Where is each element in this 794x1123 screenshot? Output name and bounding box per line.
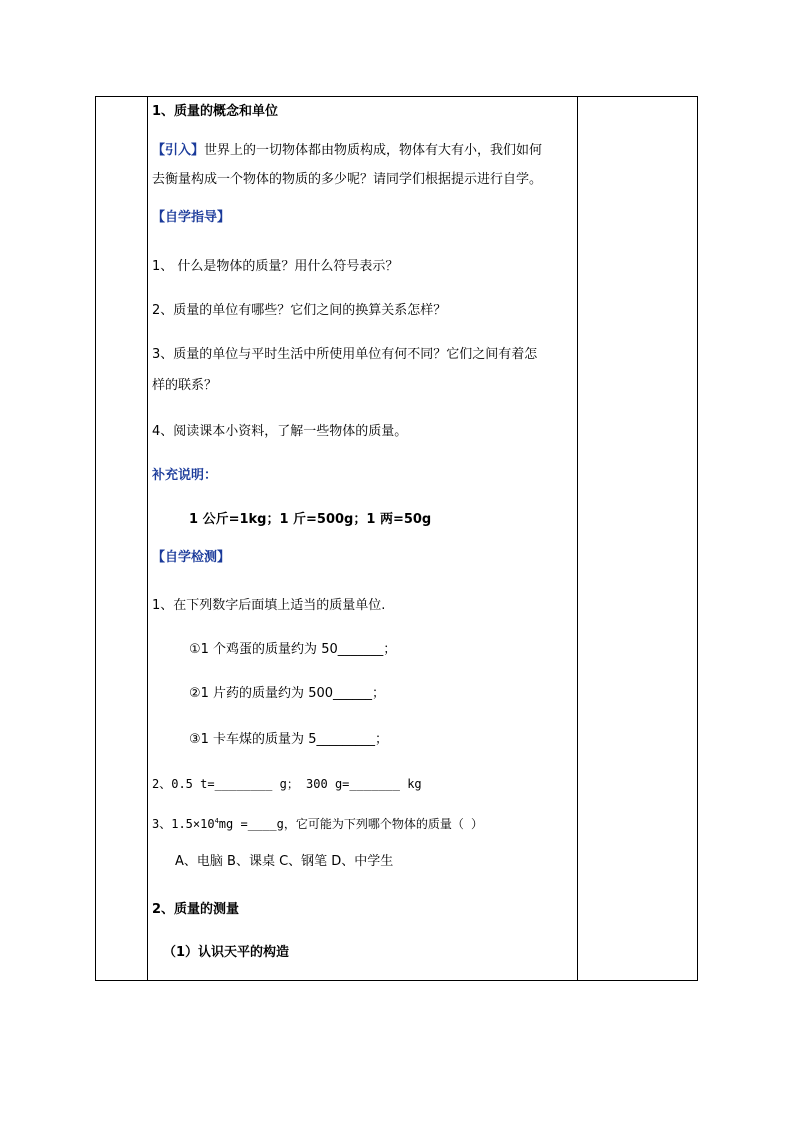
column-divider-left [147, 97, 148, 980]
section1-heading: 1、质量的概念和单位 [152, 104, 279, 119]
question-3-line1: 3、质量的单位与平时生活中所使用单位有何不同？它们之间有着怎 [152, 347, 538, 362]
check-1a: ①1 个鸡蛋的质量约为 50_______； [189, 642, 397, 657]
intro-text-1: 世界上的一切物体都由物质构成，物体有大有小，我们如何 [204, 143, 543, 158]
question-1: 1、 什么是物体的质量？用什么符号表示？ [152, 259, 399, 274]
section2-sub1: （1）认识天平的构造 [163, 945, 290, 960]
intro-line1 [152, 143, 542, 159]
intro-line2: 去衡量构成一个物体的物质的多少呢？请同学们根据提示进行自学。 [152, 172, 543, 187]
check-3-exponent: 4 [214, 817, 219, 825]
check-1: 1、在下列数字后面填上适当的质量单位. [152, 598, 386, 613]
guide-title: 【自学指导】 [152, 210, 231, 225]
check-2: 2、0.5 t=________ g； 300 g=_______ kg [152, 777, 422, 791]
supplement-text: 1 公斤=1kg；1 斤=500g；1 两=50g [189, 512, 432, 527]
question-2: 2、质量的单位有哪些？它们之间的换算关系怎样？ [152, 303, 447, 318]
check-1c: ③1 卡车煤的质量为 5_________； [189, 732, 388, 747]
check-3 [152, 813, 483, 832]
question-4: 4、阅读课本小资料，了解一些物体的质量。 [152, 424, 408, 439]
check-title: 【自学检测】 [152, 550, 231, 565]
check-1b: ②1 片药的质量约为 500______； [189, 686, 386, 701]
section2-heading: 2、质量的测量 [152, 902, 240, 917]
check-3-options: A、电脑 B、课桌 C、钢笔 D、中学生 [175, 854, 394, 869]
check-3-prefix: 3、1.5×10 [152, 817, 215, 831]
intro-tag: 【引入】 [152, 143, 205, 158]
supplement-title: 补充说明： [152, 468, 218, 483]
question-3-line2: 样的联系？ [152, 378, 218, 393]
lesson-table [95, 96, 698, 981]
check-3-suffix: mg =____g，它可能为下列哪个物体的质量（ ） [218, 817, 484, 831]
column-divider-right [577, 97, 578, 980]
